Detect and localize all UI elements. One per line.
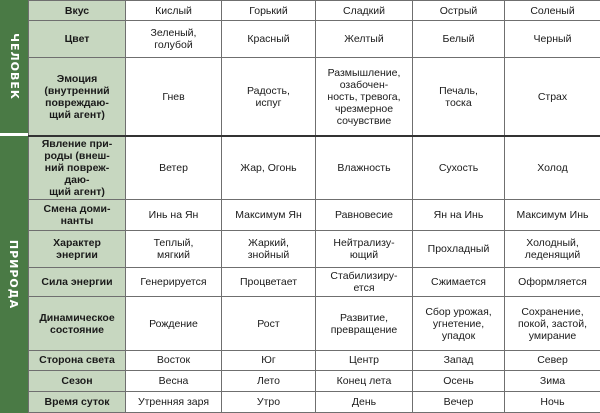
row-label: Смена доми- нанты [29, 200, 126, 231]
table-cell: Черный [505, 21, 600, 58]
table-cell: Гнев [126, 58, 222, 137]
table-cell: Теплый, мягкий [126, 230, 222, 267]
row-label: Явление при- роды (внеш- ний повреж- даю- щий агент) [29, 136, 126, 199]
table-cell: Нейтрализу- ющий [316, 230, 413, 267]
table-cell: Холод [505, 136, 600, 199]
table-cell: Равновесие [316, 200, 413, 231]
table-cell: День [316, 392, 413, 413]
row-label: Эмоция (внутренний повреждаю- щий агент) [29, 58, 126, 137]
row-label: Время суток [29, 392, 126, 413]
table-cell: Сохранение, покой, застой, умирание [505, 297, 600, 350]
row-label: Сила энергии [29, 267, 126, 297]
table-cell: Сладкий [316, 1, 413, 21]
row-label: Сторона света [29, 350, 126, 370]
category-human-label: ЧЕЛОВЕК [7, 33, 21, 100]
table-cell: Ян на Инь [413, 200, 505, 231]
table-row [29, 1, 600, 21]
table-row [29, 267, 600, 297]
table-cell: Осень [413, 371, 505, 392]
table-cell: Утро [222, 392, 316, 413]
category-human [0, 0, 28, 133]
table-cell: Зима [505, 371, 600, 392]
table-cell: Сухость [413, 136, 505, 199]
table-row [29, 230, 600, 267]
table-row [29, 136, 600, 199]
table-row [29, 297, 600, 350]
table-cell: Запад [413, 350, 505, 370]
elements-table [28, 0, 600, 413]
table-cell: Север [505, 350, 600, 370]
table-cell: Рождение [126, 297, 222, 350]
row-label: Характер энергии [29, 230, 126, 267]
table-row [29, 392, 600, 413]
table-cell: Красный [222, 21, 316, 58]
table-cell: Генерируется [126, 267, 222, 297]
table-cell: Сбор урожая, угнетение, упадок [413, 297, 505, 350]
table-cell: Стабилизиру- ется [316, 267, 413, 297]
table-cell: Ночь [505, 392, 600, 413]
row-label: Динамическое состояние [29, 297, 126, 350]
table-cell: Влажность [316, 136, 413, 199]
table-cell: Радость, испуг [222, 58, 316, 137]
table-row [29, 21, 600, 58]
table-cell: Лето [222, 371, 316, 392]
table-cell: Желтый [316, 21, 413, 58]
row-label: Цвет [29, 21, 126, 58]
side-category-bar [0, 0, 28, 413]
table-cell: Вечер [413, 392, 505, 413]
table-cell: Процветает [222, 267, 316, 297]
table-cell: Острый [413, 1, 505, 21]
table-cell: Соленый [505, 1, 600, 21]
table-cell: Максимум Инь [505, 200, 600, 231]
row-label: Вкус [29, 1, 126, 21]
table-cell: Размышление, озабочен- ность, тревога, чрезмерное сочувствие [316, 58, 413, 137]
table-cell: Центр [316, 350, 413, 370]
table-cell: Зеленый, голубой [126, 21, 222, 58]
category-nature [0, 136, 28, 413]
table-row [29, 371, 600, 392]
table-cell: Белый [413, 21, 505, 58]
table-cell: Юг [222, 350, 316, 370]
table-cell: Восток [126, 350, 222, 370]
category-nature-label: ПРИРОДА [7, 239, 21, 310]
table-cell: Ветер [126, 136, 222, 199]
table-cell: Развитие, превращение [316, 297, 413, 350]
table-cell: Жаркий, знойный [222, 230, 316, 267]
table-cell: Холодный, леденящий [505, 230, 600, 267]
table-cell: Утренняя заря [126, 392, 222, 413]
table-cell: Рост [222, 297, 316, 350]
table-cell: Инь на Ян [126, 200, 222, 231]
table-cell: Сжимается [413, 267, 505, 297]
table-cell: Весна [126, 371, 222, 392]
row-label: Сезон [29, 371, 126, 392]
table-cell: Прохладный [413, 230, 505, 267]
table-cell: Конец лета [316, 371, 413, 392]
table-row [29, 200, 600, 231]
table-row [29, 58, 600, 137]
table-cell: Страх [505, 58, 600, 137]
table-cell: Максимум Ян [222, 200, 316, 231]
table-cell: Жар, Огонь [222, 136, 316, 199]
table-cell: Печаль, тоска [413, 58, 505, 137]
table-row [29, 350, 600, 370]
table-cell: Оформляется [505, 267, 600, 297]
table-cell: Кислый [126, 1, 222, 21]
table-cell: Горький [222, 1, 316, 21]
